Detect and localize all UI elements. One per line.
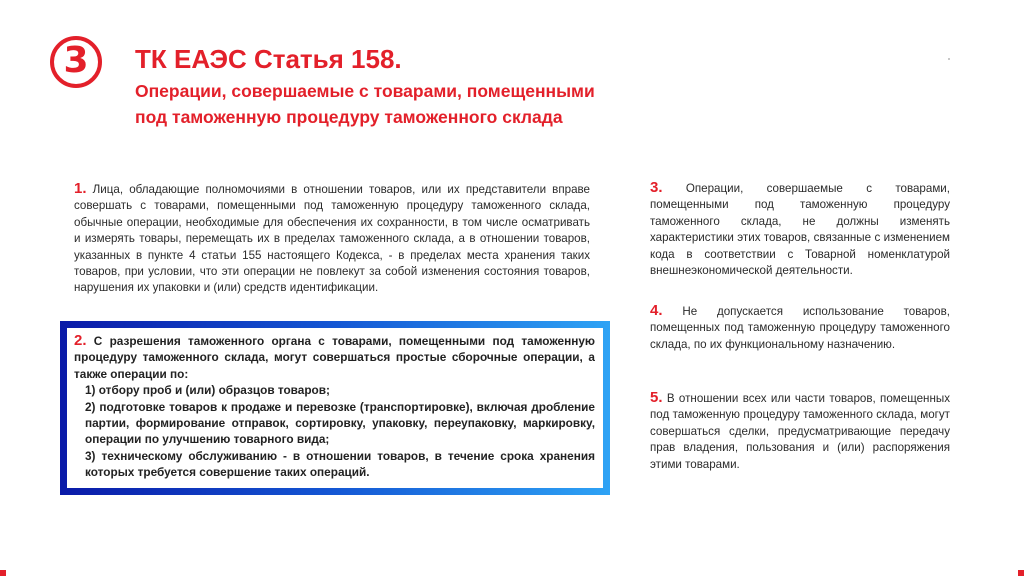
paragraph-2-item-1: 1) отбору проб и (или) образцов товаров;: [85, 383, 330, 398]
paragraph-2-number: 2.: [74, 332, 87, 349]
subtitle-line-2: под таможенную процедуру таможенного склада: [135, 107, 563, 127]
section-number: 3: [63, 40, 89, 81]
paragraph-3: [650, 180, 950, 279]
corner-accent-left: [0, 570, 6, 576]
paragraph-5-text: В отношении всех или части товаров, помещенных под таможенную процедуру таможенного склада, могут совершаться сделки, предусматривающие передачу прав владения, пользования и (или) распоряжения этими товарами.: [650, 392, 950, 471]
paragraph-3-number: 3.: [650, 179, 663, 196]
paragraph-2-item-2: 2) подготовке товаров к продаже и перевозке (транспортировке), включая дробление партии, формирование отправок, сортировку, упаковку, переупаковку, маркировку, операции по улучшению товарного вида;: [85, 399, 595, 447]
paragraph-3-text: Операции, совершаемые с товарами, помещенными под таможенную процедуру таможенного склада, не должны изменять характеристики этих товаров, связанные с изменением кода в соответствии с Товарной номенклатурой внешнеэкономической деятельности.: [650, 182, 950, 278]
paragraph-1: [74, 181, 590, 297]
page-subtitle: [135, 78, 695, 130]
paragraph-5: [650, 390, 950, 473]
paragraph-5-number: 5.: [650, 389, 663, 406]
paragraph-1-text: Лица, обладающие полномочиями в отношении товаров, или их представители вправе совершать с товарами, помещенными под таможенную процедуру таможенного склада, обычные операции, необходимые для обеспечения их сохранности, в том числе осматривать и измерять товары, перемещать их в пределах таможенного склада, а в отношении товаров, указанных в пункте 4 статьи 155 настоящего Кодекса, - в пределах места хранения таких товаров, при условии, что эти операции не повлекут за собой изменения состояния товаров, нарушения их упаковки и (или) средств идентификации.: [74, 183, 590, 295]
decorative-mark: [948, 58, 950, 60]
header: [135, 44, 695, 130]
section-number-badge: [50, 36, 102, 88]
paragraph-4-text: Не допускается использование товаров, помещенных под таможенную процедуру таможенного склада, по их функциональному назначению.: [650, 305, 950, 351]
paragraph-4: [650, 303, 950, 353]
paragraph-2: [74, 333, 595, 382]
subtitle-line-1: Операции, совершаемые с товарами, помещенными: [135, 81, 595, 101]
paragraph-2-text: С разрешения таможенного органа с товарами, помещенными под таможенную процедуру таможенного склада, могут совершаться простые сборочные операции, а также операции по:: [74, 334, 595, 381]
corner-accent-right: [1018, 570, 1024, 576]
paragraph-1-number: 1.: [74, 180, 87, 197]
paragraph-4-number: 4.: [650, 302, 663, 319]
paragraph-2-item-3: 3) техническому обслуживанию - в отношении товаров, в течение срока хранения которых требуется совершение таких операций.: [85, 448, 595, 480]
page-title: ТК ЕАЭС Статья 158.: [135, 44, 402, 74]
highlight-box-paragraph-2: [60, 321, 610, 495]
